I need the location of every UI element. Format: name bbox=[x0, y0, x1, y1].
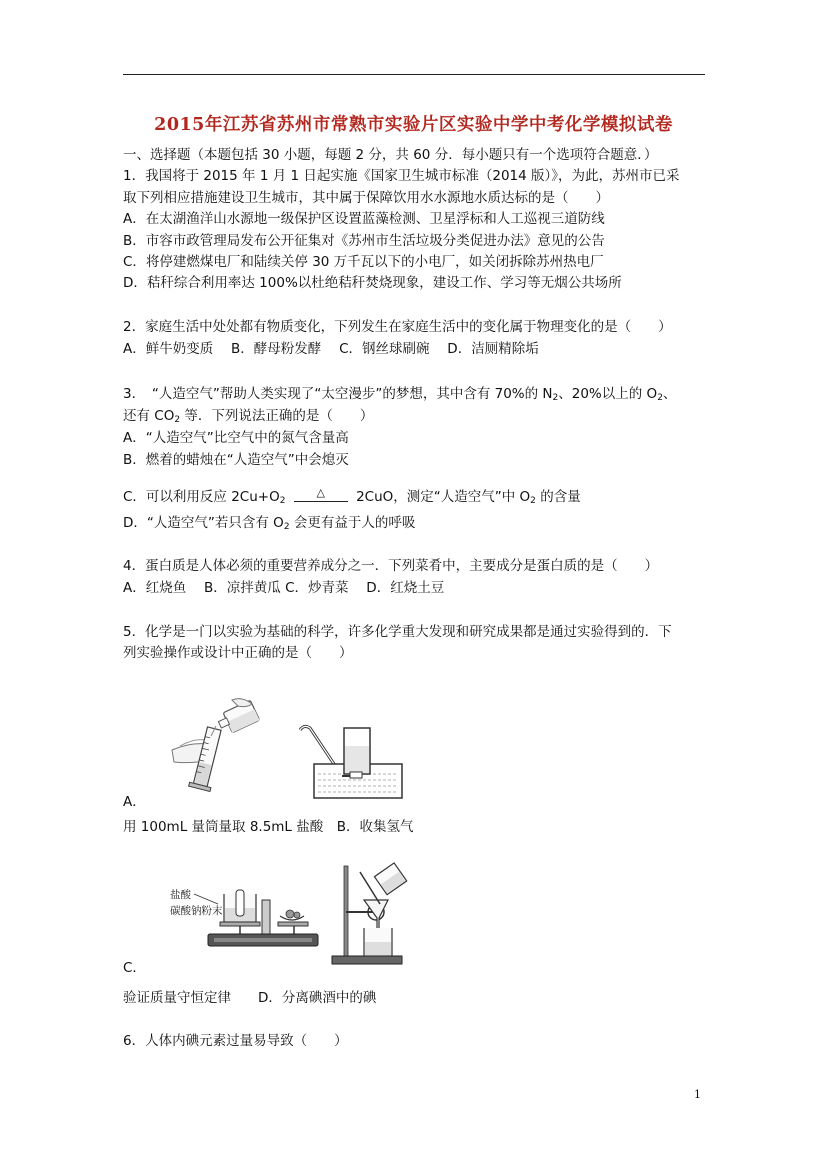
q1-stem-line1: 1．我国将于 2015 年 1 月 1 日起实施《国家卫生城市标准（2014 版）》，为此，苏州市已采 bbox=[123, 168, 680, 184]
figure-d-filtration bbox=[330, 862, 410, 968]
q4-options: A．红烧鱼 B．凉拌黄瓜 C．炒青菜 D．红烧土豆 bbox=[123, 580, 445, 596]
q3-option-c: C．可以利用反应 $2Cu+O_2$ △ 2CuO，测定“人造空气”中 $O_2$ 的含量 bbox=[123, 487, 581, 511]
q1-option-b: B．市容市政管理局发布公开征集对《苏州市生活垃圾分类促进办法》意见的公告 bbox=[123, 233, 605, 249]
q5-stem-line1: 5．化学是一门以实验为基础的科学，许多化学重大发现和研究成果都是通过实验得到的．下 bbox=[123, 624, 672, 640]
figure-c-balance bbox=[168, 880, 320, 952]
figure-c-label-hcl: 盐酸 bbox=[170, 889, 191, 901]
q5-caption-cd: 验证质量守恒定律 D．分离碘酒中的碘 bbox=[123, 990, 377, 1006]
reaction-condition-arrow: △ bbox=[290, 491, 352, 511]
page-title: 2015年江苏省苏州市常熟市实验片区实验中学中考化学模拟试卷 bbox=[154, 115, 673, 135]
q5-caption-ab: 用 100mL 量筒量取 8.5mL 盐酸 B．收集氢气 bbox=[123, 819, 414, 835]
q1-option-c: C．将停建燃煤电厂和陆续关停 30 万千瓦以下的小电厂，如关闭拆除苏州热电厂 bbox=[123, 254, 604, 270]
section-header: 一、选择题（本题包括 30 小题，每题 2 分，共 60 分．每小题只有一个选项符合题意．） bbox=[123, 147, 658, 163]
q1-option-d: D．秸秆综合利用率达 100%以杜绝秸秆焚烧现象，建设工作、学习等无烟公共场所 bbox=[123, 275, 622, 291]
q1-option-a: A．在太湖渔洋山水源地一级保护区设置蓝藻检测、卫星浮标和人工巡视三道防线 bbox=[123, 211, 605, 227]
q2-options: A．鲜牛奶变质 B．酵母粉发酵 C．钢丝球刷碗 D．洁厕精除垢 bbox=[123, 341, 539, 357]
q1-stem-line2: 取下列相应措施建设卫生城市，其中属于保障饮用水水源地水质达标的是（ ） bbox=[123, 190, 609, 206]
q2-stem: 2．家庭生活中处处都有物质变化，下列发生在家庭生活中的变化属于物理变化的是（ ） bbox=[123, 319, 672, 335]
q6-stem: 6．人体内碘元素过量易导致（ ） bbox=[123, 1033, 348, 1049]
q3-option-b: B．燃着的蜡烛在“人造空气”中会熄灭 bbox=[123, 452, 349, 468]
figure-c-label-na2co3: 碳酸钠粉末 bbox=[170, 905, 223, 917]
q3-option-a: A．“人造空气”比空气中的氮气含量高 bbox=[123, 430, 349, 446]
q3-stem-line2: 还有 $CO_2$ 等．下列说法正确的是（ ） bbox=[123, 408, 374, 425]
q5-label-a: A． bbox=[123, 794, 146, 810]
q5-stem-line2: 列实验操作或设计中正确的是（ ） bbox=[123, 645, 353, 661]
figure-b-gas-collection bbox=[296, 724, 406, 800]
page-number: 1 bbox=[694, 1088, 701, 1101]
q4-stem: 4．蛋白质是人体必须的重要营养成分之一．下列菜肴中，主要成分是蛋白质的是（ ） bbox=[123, 558, 659, 574]
q3-option-d: D．“人造空气”若只含有 $O_2$ 会更有益于人的呼吸 bbox=[123, 515, 416, 532]
q3-stem-line1: 3． “人造空气”帮助人类实现了“太空漫步”的梦想，其中含有 70%的 $N_2$、20%以上的 $O_2$、 bbox=[123, 386, 677, 403]
figure-a-measuring-cylinder bbox=[170, 698, 275, 800]
q5-label-c: C． bbox=[123, 960, 146, 976]
header-rule bbox=[123, 74, 705, 75]
